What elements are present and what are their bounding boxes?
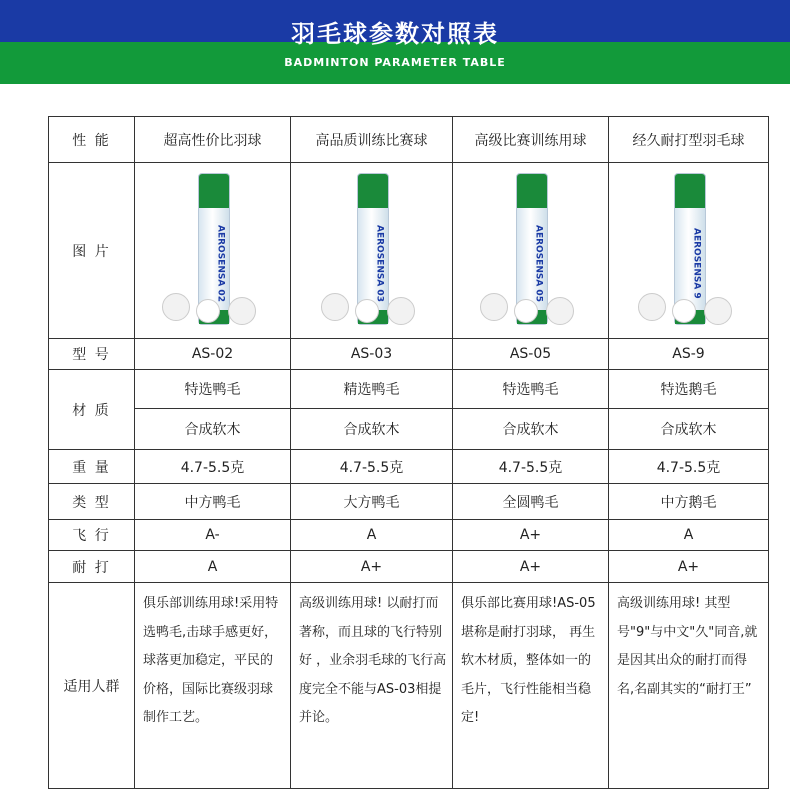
type-cell: 大方鸭毛 bbox=[291, 484, 453, 520]
row-performance bbox=[49, 117, 769, 163]
row-model bbox=[49, 339, 769, 370]
shuttlecock-icon bbox=[638, 293, 666, 321]
image-cell bbox=[135, 163, 291, 339]
row-flight bbox=[49, 520, 769, 551]
audience-desc: 高级训练用球! 其型号"9"与中文"久"同音,就是因其出众的耐打而得名,名副其实的“耐打王” bbox=[609, 583, 769, 789]
label-audience: 适用人群 bbox=[49, 583, 135, 789]
row-audience bbox=[49, 583, 769, 789]
row-material-cork bbox=[49, 409, 769, 450]
row-material-feather bbox=[49, 370, 769, 409]
model-cell: AS-05 bbox=[453, 339, 609, 370]
shuttlecock-tube-image bbox=[634, 167, 744, 335]
audience-desc: 高级训练用球! 以耐打而著称，而且球的飞行特别好 ，业余羽毛球的飞行高度完全不能与AS-03相提并论。 bbox=[291, 583, 453, 789]
type-cell: 中方鹅毛 bbox=[609, 484, 769, 520]
flight-cell: A+ bbox=[453, 520, 609, 551]
audience-desc: 俱乐部比赛用球!AS-05堪称是耐打羽球， 再生软木材质，整体如一的毛片，飞行性能相当稳定! bbox=[453, 583, 609, 789]
page-subtitle: BADMINTON PARAMETER TABLE bbox=[284, 56, 506, 69]
label-image: 图 片 bbox=[49, 163, 135, 339]
label-weight: 重 量 bbox=[49, 450, 135, 484]
header-banner bbox=[0, 0, 790, 84]
parameter-table bbox=[48, 116, 769, 789]
performance-cell: 高级比赛训练用球 bbox=[453, 117, 609, 163]
image-cell bbox=[609, 163, 769, 339]
row-durability bbox=[49, 551, 769, 583]
cork-cell: 合成软木 bbox=[609, 409, 769, 450]
tube-label: AEROSENSA 05 bbox=[533, 225, 544, 302]
audience-desc: 俱乐部训练用球!采用特选鸭毛,击球手感更好，球落更加稳定，平民的价格，国际比赛级羽球制作工艺。 bbox=[135, 583, 291, 789]
tube-label: AEROSENSA 9 bbox=[691, 228, 702, 299]
label-material: 材 质 bbox=[49, 370, 135, 450]
shuttlecock-icon bbox=[387, 297, 415, 325]
cork-cell: 合成软木 bbox=[135, 409, 291, 450]
performance-cell: 经久耐打型羽毛球 bbox=[609, 117, 769, 163]
performance-cell: 高品质训练比赛球 bbox=[291, 117, 453, 163]
model-cell: AS-03 bbox=[291, 339, 453, 370]
label-durability: 耐 打 bbox=[49, 551, 135, 583]
weight-cell: 4.7-5.5克 bbox=[291, 450, 453, 484]
flight-cell: A bbox=[291, 520, 453, 551]
model-cell: AS-9 bbox=[609, 339, 769, 370]
weight-cell: 4.7-5.5克 bbox=[453, 450, 609, 484]
shuttlecock-icon bbox=[514, 299, 538, 323]
row-type bbox=[49, 484, 769, 520]
durability-cell: A+ bbox=[609, 551, 769, 583]
feather-cell: 特选鹅毛 bbox=[609, 370, 769, 409]
type-cell: 中方鸭毛 bbox=[135, 484, 291, 520]
cork-cell: 合成软木 bbox=[291, 409, 453, 450]
row-weight bbox=[49, 450, 769, 484]
shuttlecock-icon bbox=[672, 299, 696, 323]
tube-label: AEROSENSA 02 bbox=[215, 225, 226, 302]
feather-cell: 特选鸭毛 bbox=[135, 370, 291, 409]
label-performance: 性 能 bbox=[49, 117, 135, 163]
durability-cell: A+ bbox=[453, 551, 609, 583]
model-cell: AS-02 bbox=[135, 339, 291, 370]
shuttlecock-icon bbox=[162, 293, 190, 321]
image-cell bbox=[291, 163, 453, 339]
shuttlecock-icon bbox=[321, 293, 349, 321]
shuttlecock-icon bbox=[355, 299, 379, 323]
durability-cell: A+ bbox=[291, 551, 453, 583]
shuttlecock-icon bbox=[480, 293, 508, 321]
flight-cell: A- bbox=[135, 520, 291, 551]
feather-cell: 精选鸭毛 bbox=[291, 370, 453, 409]
shuttlecock-tube-image bbox=[317, 167, 427, 335]
flight-cell: A bbox=[609, 520, 769, 551]
page-title: 羽毛球参数对照表 bbox=[291, 20, 499, 48]
shuttlecock-icon bbox=[228, 297, 256, 325]
type-cell: 全圆鸭毛 bbox=[453, 484, 609, 520]
shuttlecock-icon bbox=[546, 297, 574, 325]
tube-label: AEROSENSA 03 bbox=[374, 225, 385, 302]
shuttlecock-icon bbox=[704, 297, 732, 325]
durability-cell: A bbox=[135, 551, 291, 583]
row-image bbox=[49, 163, 769, 339]
shuttlecock-tube-image bbox=[476, 167, 586, 335]
image-cell bbox=[453, 163, 609, 339]
feather-cell: 特选鸭毛 bbox=[453, 370, 609, 409]
label-flight: 飞 行 bbox=[49, 520, 135, 551]
shuttlecock-icon bbox=[196, 299, 220, 323]
cork-cell: 合成软木 bbox=[453, 409, 609, 450]
shuttlecock-tube-image bbox=[158, 167, 268, 335]
performance-cell: 超高性价比羽球 bbox=[135, 117, 291, 163]
label-type: 类 型 bbox=[49, 484, 135, 520]
weight-cell: 4.7-5.5克 bbox=[609, 450, 769, 484]
weight-cell: 4.7-5.5克 bbox=[135, 450, 291, 484]
label-model: 型 号 bbox=[49, 339, 135, 370]
